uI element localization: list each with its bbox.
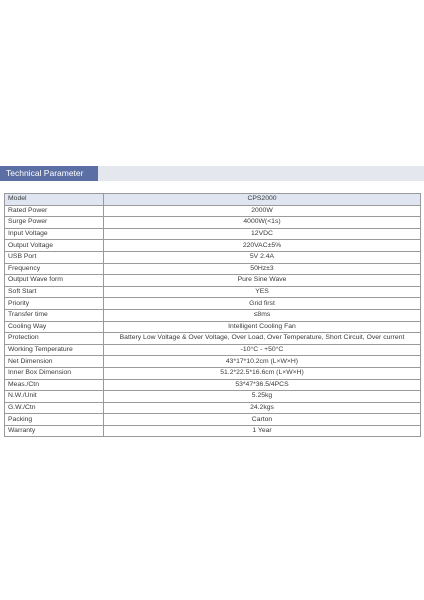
param-value: 12VDC — [104, 228, 421, 240]
param-label: Cooling Way — [5, 321, 104, 333]
param-value: Battery Low Voltage & Over Voltage, Over Load, Over Temperature, Short Circuit, Over current — [104, 333, 421, 345]
param-value: 5.25kg — [104, 391, 421, 403]
param-label: Input Voltage — [5, 228, 104, 240]
param-value: 220VAC±5% — [104, 240, 421, 252]
param-label: Rated Power — [5, 205, 104, 217]
param-label: Working Temperature — [5, 344, 104, 356]
table-row — [5, 217, 421, 229]
param-label: Output Voltage — [5, 240, 104, 252]
table-row — [5, 251, 421, 263]
technical-parameter-table — [4, 193, 421, 437]
param-value: 1 Year — [104, 425, 421, 437]
param-label: Output Wave form — [5, 275, 104, 287]
param-value: 4000W(<1s) — [104, 217, 421, 229]
param-value: Intelligent Cooling Fan — [104, 321, 421, 333]
table-row — [5, 263, 421, 275]
param-label: Surge Power — [5, 217, 104, 229]
param-value: 24.2kgs — [104, 402, 421, 414]
param-value: Carton — [104, 414, 421, 426]
table-row — [5, 333, 421, 345]
param-value: 50Hz±3 — [104, 263, 421, 275]
model-value: CPS2000 — [104, 194, 421, 206]
param-label: Net Dimension — [5, 356, 104, 368]
param-label: Warranty — [5, 425, 104, 437]
table-row — [5, 391, 421, 403]
param-label: G.W./Ctn — [5, 402, 104, 414]
param-label: Protection — [5, 333, 104, 345]
table-row — [5, 367, 421, 379]
param-label: Packing — [5, 414, 104, 426]
param-value: Grid first — [104, 298, 421, 310]
param-label: Soft Start — [5, 286, 104, 298]
table-row — [5, 356, 421, 368]
param-label: Meas./Ctn — [5, 379, 104, 391]
param-label: USB Port — [5, 251, 104, 263]
table-row — [5, 286, 421, 298]
param-value: 51.2*22.5*16.6cm (L×W×H) — [104, 367, 421, 379]
table-row — [5, 298, 421, 310]
param-value: Pure Sine Wave — [104, 275, 421, 287]
section-title: Technical Parameter — [0, 166, 98, 181]
param-value: 43*17*10.2cm (L×W×H) — [104, 356, 421, 368]
param-label: Frequency — [5, 263, 104, 275]
table-header-row — [5, 194, 421, 206]
table-row — [5, 228, 421, 240]
param-value: YES — [104, 286, 421, 298]
param-value: 2000W — [104, 205, 421, 217]
table-row — [5, 275, 421, 287]
table-row — [5, 321, 421, 333]
param-label: Inner Box Dimension — [5, 367, 104, 379]
param-label: Transfer time — [5, 309, 104, 321]
table-row — [5, 205, 421, 217]
table-row — [5, 425, 421, 437]
param-value: 53*47*36.5/4PCS — [104, 379, 421, 391]
model-label: Model — [5, 194, 104, 206]
param-label: N.W./Unit — [5, 391, 104, 403]
param-label: Priority — [5, 298, 104, 310]
param-value: -10°C - +50°C — [104, 344, 421, 356]
table-row — [5, 240, 421, 252]
table-row — [5, 414, 421, 426]
table-row — [5, 344, 421, 356]
table-row — [5, 379, 421, 391]
table-row — [5, 309, 421, 321]
param-value: ≤8ms — [104, 309, 421, 321]
table-row — [5, 402, 421, 414]
param-value: 5V 2.4A — [104, 251, 421, 263]
